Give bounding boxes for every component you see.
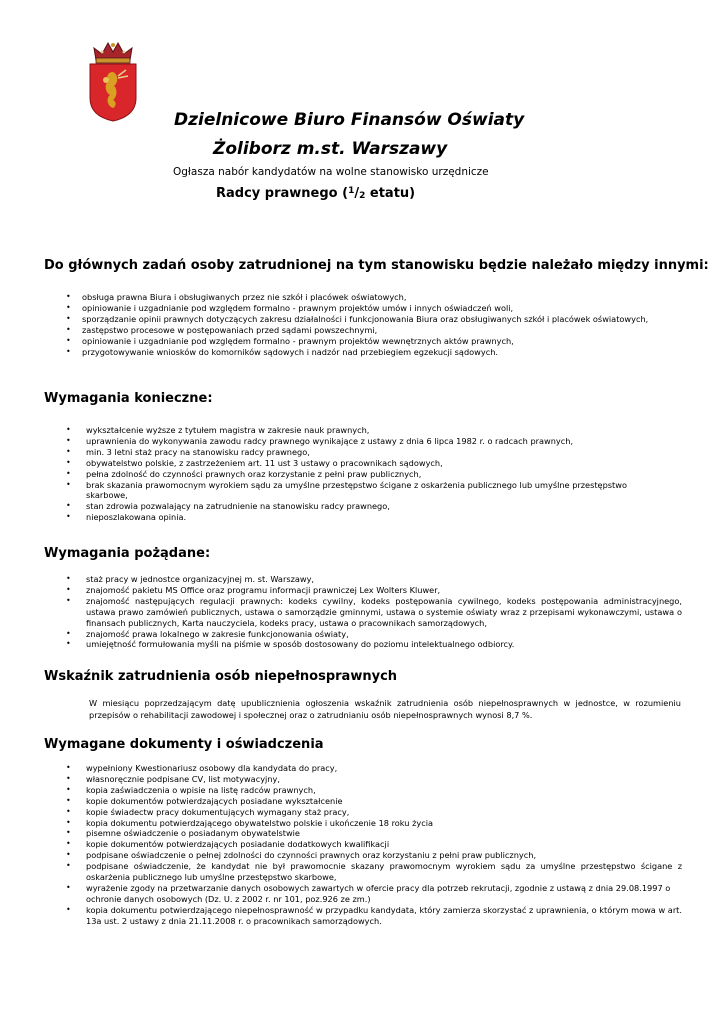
- list-item: • wykształcenie wyższe z tytułem magistra w zakresie nauk prawnych,: [62, 425, 662, 436]
- list-item: • staż pracy w jednostce organizacyjnej m. st. Warszawy,: [62, 574, 682, 585]
- desired-list: [62, 574, 682, 650]
- position-title: [216, 186, 415, 201]
- crown-icon: [94, 43, 132, 63]
- list-item: • zastępstwo procesowe w postępowaniach przed sądami powszechnymi,: [62, 325, 692, 336]
- documents-heading: Wymagane dokumenty i oświadczenia: [44, 737, 324, 752]
- list-item: • sporządzanie opinii prawnych dotyczących zakresu działalności i funkcjonowania Biura oraz obsługiwanych szkół i placówek oświatowych,: [62, 314, 692, 325]
- list-item: • podpisane oświadczenie o pełnej zdolności do czynności prawnych oraz korzystaniu z pełni praw publicznych,: [62, 850, 682, 861]
- list-item: • kopia dokumentu potwierdzającego niepełnosprawność w przypadku kandydata, który zamierza skorzystać z uprawnienia, o którym mowa w art. 13a ust. 2 ustawy z dnia 21.11.2008 r. o pracownikach samorządowych.: [62, 905, 682, 927]
- list-item: • umiejętność formułowania myśli na piśmie w sposób dostosowany do poziomu intelektualnego odbiorcy.: [62, 639, 682, 650]
- list-item: • znajomość prawa lokalnego w zakresie funkcjonowania oświaty,: [62, 629, 682, 640]
- list-item: • obywatelstwo polskie, z zastrzeżeniem art. 11 ust 3 ustawy o pracownikach sądowych,: [62, 458, 662, 469]
- institution-name-line-2: Żoliborz m.st. Warszawy: [213, 139, 448, 159]
- recruitment-notice: Ogłasza nabór kandydatów na wolne stanowisko urzędnicze: [173, 166, 489, 178]
- list-item: • uprawnienia do wykonywania zawodu radcy prawnego wynikające z ustawy z dnia 6 lipca 1982 r. o radcach prawnych,: [62, 436, 662, 447]
- required-list: [62, 425, 662, 523]
- list-item: • kopia dokumentu potwierdzającego obywatelstwo polskie i ukończenie 18 roku życia: [62, 818, 682, 829]
- list-item: • własnoręcznie podpisane CV, list motywacyjny,: [62, 774, 682, 785]
- shield-icon: [90, 64, 136, 121]
- list-item: • znajomość pakietu MS Office oraz programu informacji prawniczej Lex Wolters Kluwer,: [62, 585, 682, 596]
- warsaw-coat-of-arms-logo: [82, 40, 144, 122]
- list-item: • kopia zaświadczenia o wpisie na listę radców prawnych,: [62, 785, 682, 796]
- indicator-heading: Wskaźnik zatrudnienia osób niepełnosprawnych: [44, 669, 398, 684]
- list-item: • kopie świadectw pracy dokumentujących wymagany staż pracy,: [62, 807, 682, 818]
- list-item: • kopie dokumentów potwierdzających posiadane wykształcenie: [62, 796, 682, 807]
- position-fraction-numerator: 1: [348, 186, 355, 196]
- list-item: • nieposzlakowana opinia.: [62, 512, 662, 523]
- list-item: • opiniowanie i uzgadnianie pod względem formalno - prawnym projektów umów i innych oświadczeń woli,: [62, 303, 692, 314]
- list-item: • wypełniony Kwestionariusz osobowy dla kandydata do pracy,: [62, 763, 682, 774]
- documents-list: [62, 763, 682, 927]
- list-item: • stan zdrowia pozwalający na zatrudnienie na stanowisku radcy prawnego,: [62, 501, 662, 512]
- desired-heading: Wymagania pożądane:: [44, 546, 211, 561]
- indicator-paragraph: W miesiącu poprzedzającym datę upublicznienia ogłoszenia wskaźnik zatrudnienia osób niepełnosprawnych w jednostce, w rozumieniu przepisów o rehabilitacji zawodowej i społecznej oraz o zatrudnianiu osób niepełnosprawnych wynosi 8,7 %.: [89, 698, 681, 720]
- list-item: • brak skazania prawomocnym wyrokiem sądu za umyślne przestępstwo ścigane z oskarżenia publicznego lub umyślne przestępstwo skarbowe,: [62, 480, 662, 502]
- position-prefix: Radcy prawnego (: [216, 186, 349, 201]
- list-item: • obsługa prawna Biura i obsługiwanych przez nie szkół i placówek oświatowych,: [62, 292, 692, 303]
- required-heading: Wymagania konieczne:: [44, 391, 213, 406]
- list-item: • kopie dokumentów potwierdzających posiadanie dodatkowych kwalifikacji: [62, 839, 682, 850]
- position-fraction-slash: /: [354, 186, 360, 201]
- institution-name-line-1: Dzielnicowe Biuro Finansów Oświaty: [174, 110, 525, 130]
- list-item: • opiniowanie i uzgadnianie pod względem formalno - prawnym projektów wewnętrznych aktów prawnych,: [62, 336, 692, 347]
- list-item: • pisemne oświadczenie o posiadanym obywatelstwie: [62, 828, 682, 839]
- list-item: • pełna zdolność do czynności prawnych oraz korzystanie z pełni praw publicznych,: [62, 469, 662, 480]
- position-fraction-denominator: 2: [359, 191, 366, 201]
- list-item: • min. 3 letni staż pracy na stanowisku radcy prawnego,: [62, 447, 662, 458]
- list-item: • wyrażenie zgody na przetwarzanie danych osobowych zawartych w ofercie pracy dla potrzeb rekrutacji, zgodnie z ustawą z dnia 29.08.1997 o ochronie danych osobowych (Dz. U. z 2002 r. nr 101, poz.926 ze zm.): [62, 883, 682, 905]
- duties-list: [62, 292, 692, 357]
- position-suffix: etatu): [365, 186, 416, 201]
- list-item: • przygotowywanie wniosków do komorników sądowych i nadzór nad przebiegiem egzekucji sądowych.: [62, 347, 692, 358]
- list-item: • znajomość następujących regulacji prawnych: kodeks cywilny, kodeks postępowania cywilnego, kodeks postępowania administracyjnego, ustawa prawo zamówień publicznych, ustawa o samorządzie gminnymi, ustawa o systemie oświaty wraz z przepisami wykonawczymi, ustawa o finansach publicznych, Karta nauczyciela, kodeks pracy, ustawa o pracownikach samorządowych,: [62, 596, 682, 629]
- duties-heading: Do głównych zadań osoby zatrudnionej na tym stanowisku będzie należało między innymi:: [44, 258, 709, 273]
- list-item: • podpisane oświadczenie, że kandydat nie był prawomocnie skazany prawomocnym wyrokiem sądu za umyślne przestępstwo ścigane z oskarżenia publicznego lub umyślne przestępstwo skarbowe,: [62, 861, 682, 883]
